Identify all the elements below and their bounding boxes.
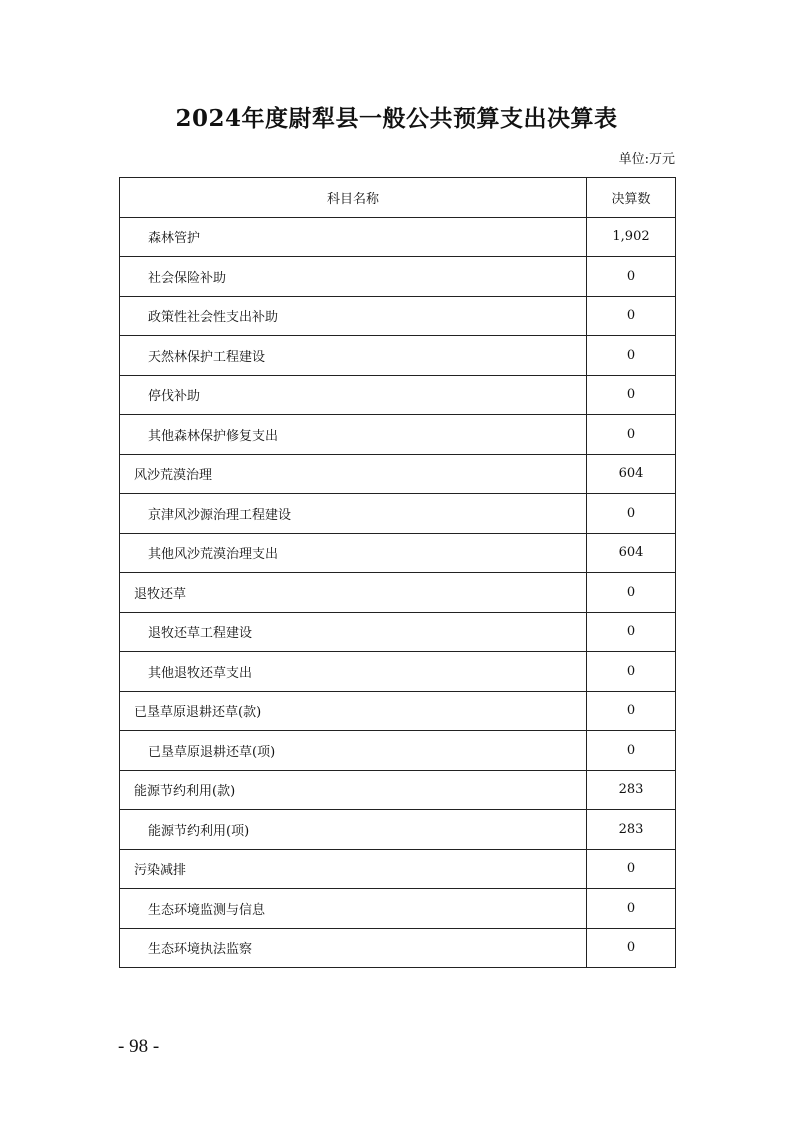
row-subject-name: 政策性社会性支出补助 [120, 296, 587, 336]
row-subject-name: 已垦草原退耕还草(项) [120, 731, 587, 771]
row-final-amount: 604 [587, 533, 676, 573]
table-row [120, 296, 676, 336]
row-subject-name: 生态环境监测与信息 [120, 889, 587, 929]
row-final-amount: 0 [587, 257, 676, 297]
row-subject-name: 污染减排 [120, 849, 587, 889]
row-final-amount: 604 [587, 454, 676, 494]
header-final-amount: 决算数 [587, 178, 676, 218]
table-row [120, 494, 676, 534]
row-final-amount: 0 [587, 849, 676, 889]
row-subject-name: 其他森林保护修复支出 [120, 415, 587, 455]
table-row [120, 731, 676, 771]
row-subject-name: 已垦草原退耕还草(款) [120, 691, 587, 731]
row-final-amount: 0 [587, 375, 676, 415]
table-row [120, 889, 676, 929]
row-subject-name: 社会保险补助 [120, 257, 587, 297]
row-final-amount: 0 [587, 573, 676, 613]
row-subject-name: 天然林保护工程建设 [120, 336, 587, 376]
row-final-amount: 283 [587, 810, 676, 850]
page-title: 2024年度尉犁县一般公共预算支出决算表 [175, 105, 618, 132]
row-final-amount: 0 [587, 889, 676, 929]
table-row [120, 336, 676, 376]
table-body [120, 217, 676, 968]
table-row [120, 375, 676, 415]
row-final-amount: 1,902 [587, 217, 676, 257]
table-row [120, 217, 676, 257]
row-final-amount: 0 [587, 336, 676, 376]
unit-label: 单位:万元 [618, 152, 675, 167]
row-subject-name: 京津风沙源治理工程建设 [120, 494, 587, 534]
row-final-amount: 0 [587, 652, 676, 692]
table-row [120, 612, 676, 652]
table-row [120, 257, 676, 297]
table-row [120, 770, 676, 810]
row-subject-name: 停伐补助 [120, 375, 587, 415]
row-subject-name: 其他退牧还草支出 [120, 652, 587, 692]
row-subject-name: 退牧还草 [120, 573, 587, 613]
row-final-amount: 0 [587, 691, 676, 731]
row-final-amount: 0 [587, 928, 676, 968]
table-row [120, 454, 676, 494]
row-subject-name: 森林管护 [120, 217, 587, 257]
row-final-amount: 0 [587, 612, 676, 652]
row-subject-name: 能源节约利用(款) [120, 770, 587, 810]
row-final-amount: 0 [587, 296, 676, 336]
table-header-row [120, 178, 676, 218]
row-final-amount: 0 [587, 731, 676, 771]
row-subject-name: 生态环境执法监察 [120, 928, 587, 968]
row-final-amount: 283 [587, 770, 676, 810]
header-subject-name: 科目名称 [120, 178, 587, 218]
page-number: - 98 - [118, 1036, 160, 1057]
row-final-amount: 0 [587, 494, 676, 534]
table-row [120, 415, 676, 455]
table-row [120, 533, 676, 573]
budget-table [119, 177, 676, 968]
row-subject-name: 风沙荒漠治理 [120, 454, 587, 494]
table-row [120, 849, 676, 889]
row-subject-name: 退牧还草工程建设 [120, 612, 587, 652]
row-final-amount: 0 [587, 415, 676, 455]
table-row [120, 691, 676, 731]
table-row [120, 573, 676, 613]
table-row [120, 810, 676, 850]
table-row [120, 928, 676, 968]
table-row [120, 652, 676, 692]
row-subject-name: 能源节约利用(项) [120, 810, 587, 850]
row-subject-name: 其他风沙荒漠治理支出 [120, 533, 587, 573]
